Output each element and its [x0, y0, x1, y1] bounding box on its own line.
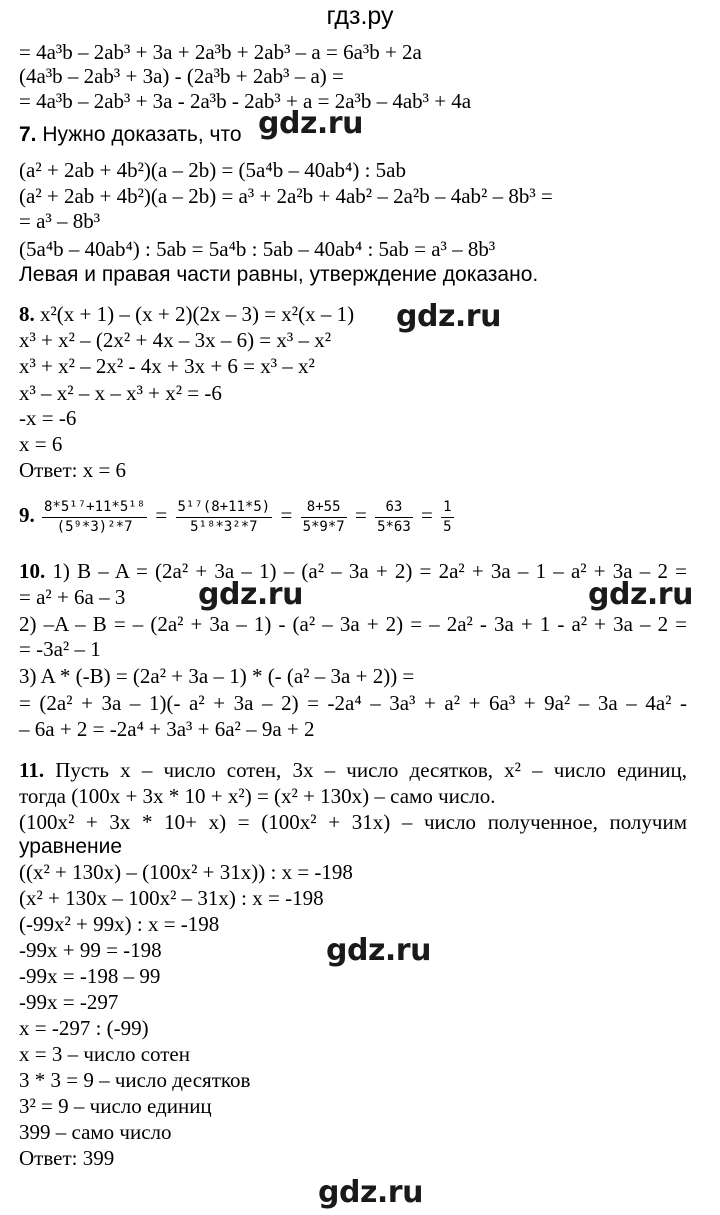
fraction-numerator: 5¹⁷(8+11*5) [176, 498, 273, 518]
problem-7-line: = a³ – 8b³ [19, 209, 101, 233]
fraction-denominator: 5¹⁸*3²*7 [190, 518, 258, 535]
problem-11-line: (-99x² + 99x) : x = -198 [19, 912, 220, 936]
fraction-denominator: 5*63 [377, 518, 411, 535]
fraction [375, 498, 413, 537]
line-continuation-3: = 4a³b – 2ab³ + 3a - 2a³b - 2ab³ + a = 2a³b – 4ab³ + 4a [19, 89, 472, 113]
problem-11-line: (100x² + 3x * 10+ x) = (100x² + 31x) – число полученное, получим [19, 810, 687, 834]
fraction-denominator: 5 [443, 518, 452, 535]
problem-8-number: 8. [19, 302, 35, 326]
watermark: gdz.ru [396, 299, 501, 334]
problem-11-number: 11. [19, 758, 45, 782]
problem-11-line: ((x² + 130x) – (100x² + 31x)) : x = -198 [19, 860, 353, 884]
problem-8-line: -x = -6 [19, 406, 77, 430]
problem-10-line: 2) –A – B = – (2a² + 3a – 1) - (a² – 3a + 2) = – 2a² - 3a + 1 - a² + 3a – 2 = [19, 612, 687, 636]
site-header: гдз.ру [326, 2, 394, 30]
line-continuation-1: = 4a³b – 2ab³ + 3a + 2a³b + 2ab³ – a = 6a³b + 2a [19, 40, 422, 64]
problem-11-line: тогда (100x + 3x * 10 + x²) = (x² + 130x) – само число. [19, 784, 496, 808]
problem-9-number: 9. [19, 503, 35, 527]
problem-10-part-1: 1) B – A = (2a² + 3a – 1) – (a² – 3a + 2) = 2a² + 3a – 1 – a² + 3a – 2 = [45, 559, 687, 583]
problem-10-line: = -3a² – 1 [19, 637, 101, 661]
fraction [441, 498, 453, 537]
problem-7-intro: Нужно доказать, что [36, 123, 242, 146]
problem-11-intro: Пусть x – число сотен, 3x – число десятков, x² – число единиц, [44, 758, 687, 782]
problem-7-line: (a² + 2ab + 4b²)(a – 2b) = a³ + 2a²b + 4ab² – 2a²b – 4ab² – 8b³ = [19, 184, 553, 208]
equals-sign: = [421, 503, 433, 527]
fraction-denominator: (5⁹*3)²*7 [56, 518, 133, 535]
problem-11-line: -99x = -198 – 99 [19, 964, 161, 988]
problem-10-line: – 6a + 2 = -2a⁴ + 3a³ + 6a² – 9a + 2 [19, 717, 315, 741]
problem-11-line: уравнение [19, 835, 123, 858]
problem-11-line: 3 * 3 = 9 – число десятков [19, 1068, 251, 1092]
fraction [176, 498, 273, 537]
problem-11-heading [19, 758, 687, 782]
problem-7-line: (a² + 2ab + 4b²)(a – 2b) = (5a⁴b – 40ab⁴) : 5ab [19, 158, 406, 182]
problem-10-line: 3) A * (-B) = (2a² + 3a – 1) * (- (a² – 3a + 2)) = [19, 664, 415, 688]
problem-11-line: x = 3 – число сотен [19, 1042, 190, 1066]
watermark: gdz.ru [258, 106, 363, 141]
problem-11-line: 399 – само число [19, 1120, 172, 1144]
problem-11-line: 3² = 9 – число единиц [19, 1094, 212, 1118]
problem-8-heading [19, 302, 354, 326]
problem-11-line: x = -297 : (-99) [19, 1016, 149, 1040]
problem-7-number: 7. [19, 123, 37, 146]
fraction-numerator: 63 [375, 498, 413, 518]
problem-11-line: -99x = -297 [19, 990, 119, 1014]
fraction-denominator: 5*9*7 [302, 518, 345, 535]
line-continuation-2: (4a³b – 2ab³ + 3a) - (2a³b + 2ab³ – a) = [19, 64, 344, 88]
problem-10-line: = (2a² + 3a – 1)(- a² + 3a – 2) = -2a⁴ – 3a³ + a² + 6a³ + 9a² – 3a – 4a² - [19, 691, 687, 715]
problem-8-line: x³ + x² – 2x² - 4x + 3x + 6 = x³ – x² [19, 354, 315, 378]
problem-7-conclusion: Левая и правая части равны, утверждение доказано. [19, 263, 539, 286]
problem-7-line: (5a⁴b – 40ab⁴) : 5ab = 5a⁴b : 5ab – 40ab⁴ : 5ab = a³ – 8b³ [19, 237, 496, 261]
problem-8-equation: x²(x + 1) – (x + 2)(2x – 3) = x²(x – 1) [34, 302, 355, 326]
fraction-numerator: 8*5¹⁷+11*5¹⁸ [42, 498, 147, 518]
watermark: gdz.ru [198, 577, 303, 612]
equals-sign: = [155, 503, 168, 527]
problem-7-heading [19, 123, 242, 147]
problem-10-number: 10. [19, 559, 46, 583]
problem-8-line: x³ – x² – x – x³ + x² = -6 [19, 381, 222, 405]
problem-8-line: x³ + x² – (2x² + 4x – 3x – 6) = x³ – x² [19, 328, 331, 352]
fraction [42, 498, 147, 537]
fraction-numerator: 8+55 [301, 498, 347, 518]
watermark: gdz.ru [588, 577, 693, 612]
problem-9 [19, 496, 456, 537]
problem-11-line: -99x + 99 = -198 [19, 938, 162, 962]
equals-sign: = [354, 503, 367, 527]
watermark: gdz.ru [326, 933, 431, 968]
equals-sign: = [280, 503, 293, 527]
problem-10-line: = a² + 6a – 3 [19, 585, 126, 609]
problem-10-heading [19, 559, 687, 583]
problem-11-answer: Ответ: 399 [19, 1146, 115, 1170]
watermark: gdz.ru [318, 1175, 423, 1210]
problem-8-answer: Ответ: x = 6 [19, 458, 127, 482]
fraction-numerator: 1 [441, 498, 453, 518]
problem-11-line: (x² + 130x – 100x² – 31x) : x = -198 [19, 886, 324, 910]
fraction [301, 498, 347, 537]
problem-8-line: x = 6 [19, 432, 63, 456]
